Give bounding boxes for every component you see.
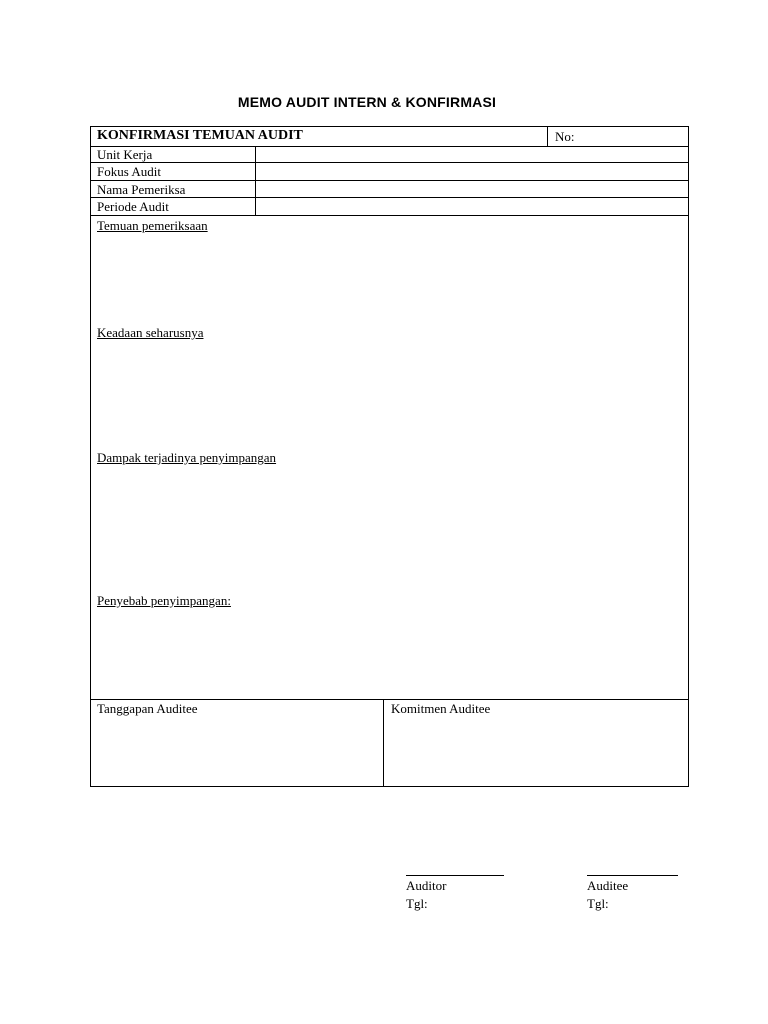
auditee-signature-block: [587, 875, 678, 913]
response-divider: [383, 700, 384, 787]
section-keadaan-seharusnya: Keadaan seharusnya: [97, 325, 204, 340]
auditee-signature-line: [587, 875, 678, 876]
auditee-response-row: [91, 699, 688, 787]
form-title: KONFIRMASI TEMUAN AUDIT: [97, 128, 303, 143]
auditor-signature-line: [406, 875, 504, 876]
auditor-role: Auditor: [406, 878, 447, 893]
field-divider: [255, 146, 256, 162]
field-divider: [255, 198, 256, 215]
auditor-signature-block: [406, 875, 504, 913]
section-temuan-pemeriksaan: Temuan pemeriksaan: [97, 218, 208, 233]
tanggapan-auditee-label: Tanggapan Auditee: [97, 701, 198, 716]
section-penyebab-penyimpangan: Penyebab penyimpangan:: [97, 593, 231, 608]
form-header: [91, 127, 688, 147]
audit-confirmation-form: [90, 126, 689, 787]
field-label-unit-kerja: Unit Kerja: [97, 147, 153, 162]
field-row-unit-kerja: [91, 146, 688, 163]
field-row-periode-audit: [91, 198, 688, 216]
field-divider: [255, 181, 256, 197]
document-title: MEMO AUDIT INTERN & KONFIRMASI: [237, 94, 497, 110]
field-row-nama-pemeriksa: [91, 181, 688, 198]
auditee-date-label: Tgl:: [587, 896, 609, 911]
field-label-nama-pemeriksa: Nama Pemeriksa: [97, 182, 186, 197]
section-dampak-penyimpangan: Dampak terjadinya penyimpangan: [97, 450, 277, 465]
auditor-date-label: Tgl:: [406, 896, 428, 911]
header-divider: [547, 127, 548, 146]
field-label-periode-audit: Periode Audit: [97, 199, 169, 214]
field-divider: [255, 163, 256, 180]
field-row-fokus-audit: [91, 163, 688, 181]
number-label: No:: [555, 129, 575, 144]
komitmen-auditee-label: Komitmen Auditee: [391, 701, 491, 716]
auditee-role: Auditee: [587, 878, 629, 893]
field-label-fokus-audit: Fokus Audit: [97, 164, 161, 179]
